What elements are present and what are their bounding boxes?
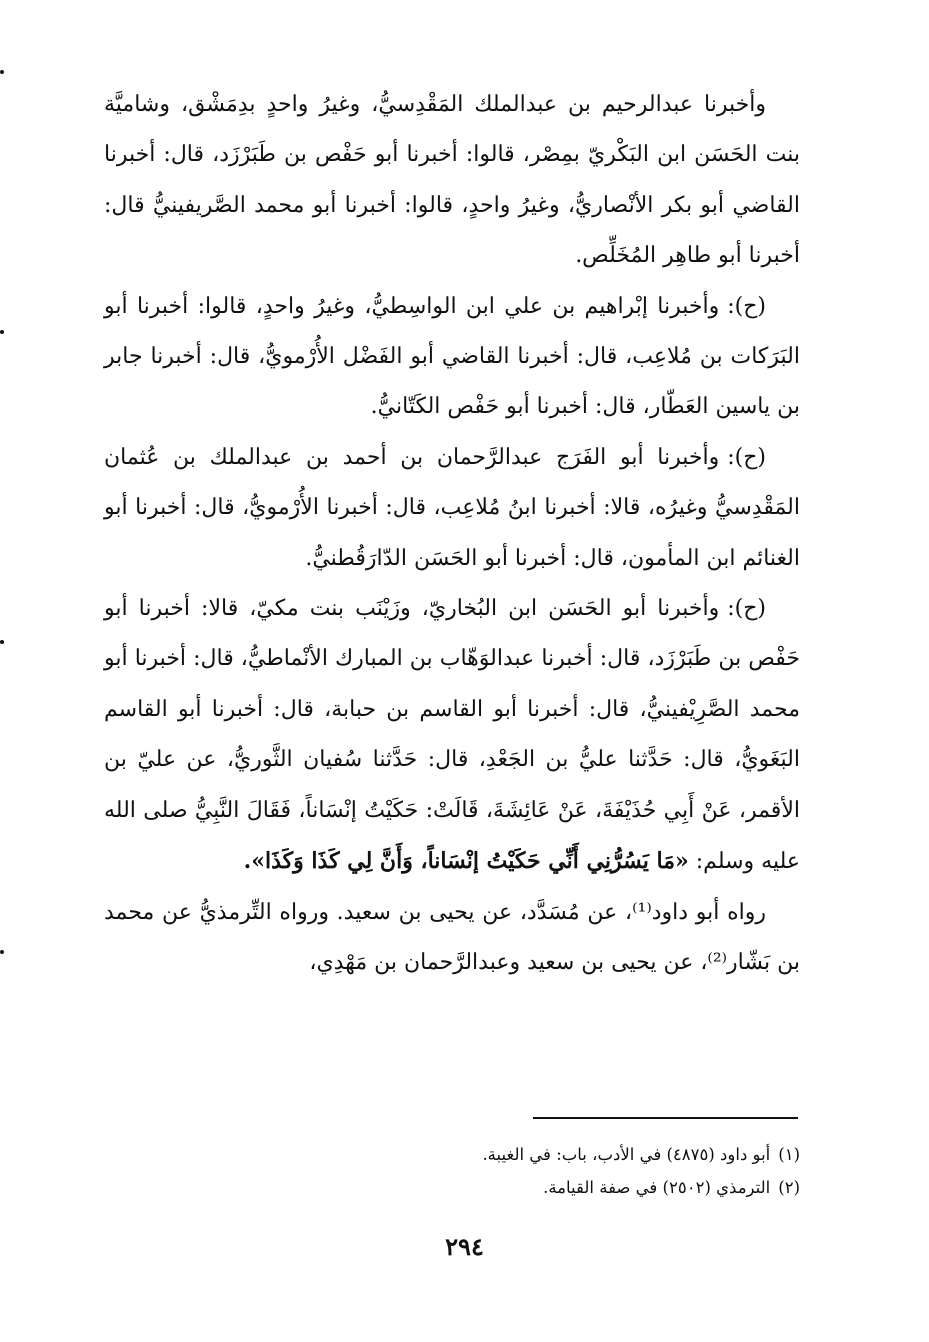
isnad-marker: (ح): <box>727 293 766 319</box>
hadith-quote: «مَا يَسُرُّنِي أَنِّي حَكَيْتُ إنْسَاناً، وَأَنَّ لِي كَذَا وَكَذَا». <box>243 848 689 875</box>
margin-dot <box>0 70 4 74</box>
paragraph-5 <box>104 888 800 989</box>
page-number: ٢٩٤ <box>445 1232 484 1261</box>
paragraph-text: وأخبرنا إبْراهيم بن علي ابن الواسِطيُّ، وغيرُ واحدٍ، قالوا: أخبرنا أبو البَرَكات بن مُلاعِب، قال: أخبرنا القاضي أبو الفَضْل الأُرْمويُّ، قال: أخبرنا جابر بن ياسين العَطّار، قال: أخبرنا أبو حَفْص الكَتّانيُّ. <box>104 293 800 420</box>
paragraph-text: رواه أبو داود⁽¹⁾، عن مُسَدَّد، عن يحيى بن سعيد. ورواه التِّرمذيُّ عن محمد بن بَشّار⁽²⁾، عن يحيى بن سعيد وعبدالرَّحمان بن مَهْدِي، <box>104 899 800 975</box>
isnad-marker: (ح): <box>727 444 766 470</box>
paragraph-4 <box>104 584 800 887</box>
margin-dot <box>0 640 4 644</box>
margin-dot <box>0 950 4 954</box>
footnote-number: (١) <box>778 1145 800 1164</box>
footnote-number: (٢) <box>778 1178 800 1197</box>
main-text <box>104 80 800 988</box>
margin-dot <box>0 330 4 334</box>
paragraph-3 <box>104 433 800 584</box>
footnotes <box>330 1138 800 1204</box>
footnote-text: الترمذي (٢٥٠٢) في صفة القيامة. <box>543 1178 771 1197</box>
footnote-2 <box>330 1171 800 1204</box>
footnote-text: أبو داود (٤٨٧٥) في الأدب، باب: في الغيبة. <box>482 1145 771 1164</box>
paragraph-2 <box>104 282 800 433</box>
isnad-marker: (ح): <box>727 596 766 622</box>
paragraph-text: وأخبرنا أبو الحَسَن ابن البُخاريّ، وزَيْنَب بنت مكيّ، قالا: أخبرنا أبو حَفْص بن طَبَرْزَد، قال: أخبرنا عبدالوَهّاب بن المبارك الأنْماطيُّ، قال: أخبرنا أبو محمد الصَّرِيْفينيُّ، قال: أخبرنا أبو القاسم بن حبابة، قال: أخبرنا أبو القاسم البَغَويُّ، قال: حَدَّثنا عليُّ بن الجَعْدِ، قال: حَدَّثنا سُفيان الثَّوريُّ، عن عليّ بن الأقمر، عَنْ أَبِي حُذَيْفَةَ، عَنْ عَائِشَةَ، قَالَتْ: حَكَيْتُ إنْسَاناً، فَقَالَ النَّبِيُّ صلى الله عليه وسلم: <box>104 596 800 875</box>
paragraph-1 <box>104 80 800 282</box>
paragraph-text: وأخبرنا أبو الفَرَج عبدالرَّحمان بن أحمد بن عبدالملك بن عُثمان المَقْدِسيُّ وغيرُه، قالا: أخبرنا ابنُ مُلاعِب، قال: أخبرنا الأُرْمويُّ، قال: أخبرنا أبو الغنائم ابن المأمون، قال: أخبرنا أبو الحَسَن الدّارَقُطنيُّ. <box>104 444 800 571</box>
paragraph-text: وأخبرنا عبدالرحيم بن عبدالملك المَقْدِسيُّ، وغيرُ واحدٍ بدِمَشْق، وشاميَّة بنت الحَسَن ابن البَكْريّ بمِصْر، قالوا: أخبرنا أبو حَفْص بن طَبَرْزَد، قال: أخبرنا القاضي أبو بكر الأنْصاريُّ، وغيرُ واحدٍ، قالوا: أخبرنا أبو محمد الصَّريفينيُّ قال: أخبرنا أبو طاهِر المُخَلِّص. <box>104 92 800 269</box>
footnote-divider <box>533 1117 798 1119</box>
footnote-1 <box>330 1138 800 1171</box>
